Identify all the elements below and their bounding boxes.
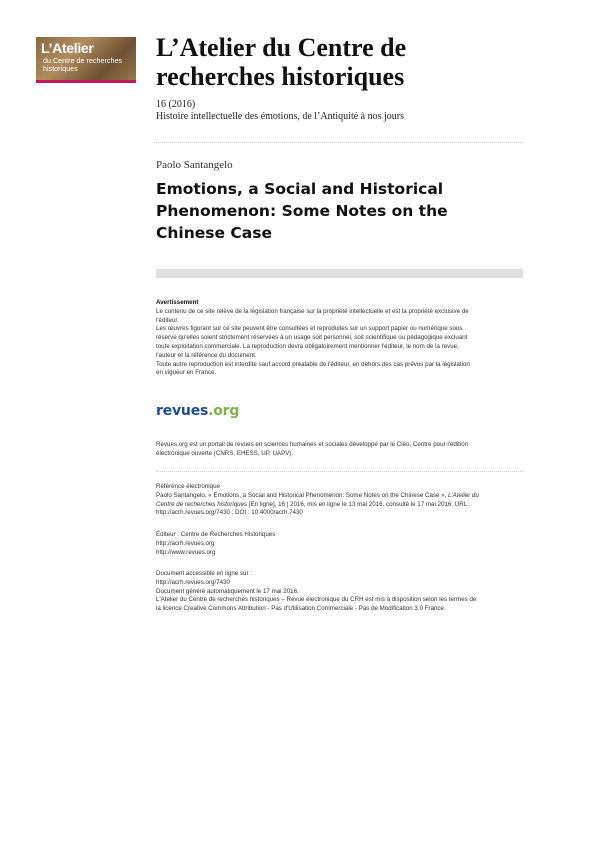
online-heading: Document accessible en ligne sur : [156, 570, 252, 577]
electronic-reference [156, 483, 528, 518]
logo-subtitle [43, 57, 135, 73]
license-line: L'Atelier du Centre de recherches historiques – Revue électronique du CRH est mis à disposition selon les termes de [156, 596, 477, 604]
publisher-info [156, 531, 526, 557]
reference-journal-italic: L'Atelier du [448, 491, 479, 499]
warning-line: Les œuvres figurant sur ce site peuvent être consultées et reproduites sur un support papier ou numérique sous [156, 325, 463, 333]
license-line: la licence Creative Commons Attribution - Pas d'Utilisation Commerciale - Pas de Modification 3.0 France. [156, 605, 446, 613]
publisher-link[interactable]: http://www.revues.org [156, 548, 216, 556]
logo-title: L’Atelier [41, 40, 94, 56]
generated-date: Document généré automatiquement le 17 mai 2016. [156, 587, 299, 595]
logo-subtitle-line: historiques [43, 64, 78, 73]
warning-line: Le contenu de ce site relève de la législation française sur la propriété intellectuelle et est la propriété exclusive de [156, 307, 469, 315]
reference-journal-italic: Centre de recherches historiques [156, 500, 248, 508]
article-title-line: Emotions, a Social and Historical [156, 180, 444, 198]
divider [156, 142, 523, 143]
article-title-line: Phenomenon: Some Notes on the [156, 202, 448, 220]
legal-warning [156, 299, 524, 378]
warning-line: Toute autre reproduction est interdite sauf accord préalable de l'éditeur, en dehors des cas prévus par la législation [156, 360, 470, 368]
portal-line: électronique ouverte (CNRS, EHESS, UP, UAPV). [156, 449, 294, 457]
issue-title: Histoire intellectuelle des émotions, de l’Antiquité à nos jours [156, 111, 405, 122]
issue-number: 16 (2016) [156, 99, 196, 110]
logo-subtitle-line: du Centre de recherches [43, 56, 123, 65]
journal-title-line: L’Atelier du Centre de [156, 33, 407, 62]
reference-text: Paolo Santangelo, « Emotions, a Social and Historical Phenomenon: Some Notes on the Chinese Case », [156, 491, 449, 499]
portal-line: Revues.org est un portail de revues en sciences humaines et sociales développé par le Cléo, Centre pour l'édition [156, 441, 469, 448]
article-title [156, 178, 516, 244]
journal-title [156, 33, 556, 91]
article-title-line: Chinese Case [156, 224, 272, 242]
journal-title-line: recherches historiques [156, 62, 405, 91]
grey-separator-bar [156, 269, 523, 278]
journal-logo [36, 37, 136, 83]
publisher-name: Éditeur : Centre de Recherches Historiques [156, 531, 276, 538]
publisher-link[interactable]: http://acrh.revues.org [156, 539, 215, 547]
revues-logo-main: revues [156, 403, 209, 419]
warning-line: toute exploitation commerciale. La reproduction devra obligatoirement mentionner l'éditeur, le nom de la revue, [156, 342, 459, 350]
article-author: Paolo Santangelo [156, 159, 233, 171]
warning-line: l'éditeur. [156, 316, 179, 324]
reference-line [156, 501, 528, 510]
document-link[interactable]: http://acrh.revues.org/7430 [156, 578, 230, 586]
warning-line: en vigueur en France. [156, 369, 217, 377]
reference-text: [En ligne], 16 | 2016, mis en ligne le 13 mai 2016, consulté le 17 mai 2016. URL : [247, 500, 471, 508]
revues-logo-ext: .org [208, 403, 240, 419]
reference-heading: Référence électronique [156, 483, 220, 490]
online-access-info [156, 570, 528, 614]
reference-line [156, 492, 528, 501]
revues-org-logo[interactable] [156, 403, 239, 419]
logo-accent-band [36, 80, 136, 83]
portal-description [156, 441, 526, 459]
divider [156, 471, 523, 472]
warning-line: réserve qu'elles soient strictement réservées à un usage soit personnel, soit scientifique ou pédagogique excluant [156, 334, 468, 342]
reference-url-doi[interactable]: http://acrh.revues.org/7430 ; DOI : 10.4000/acrh.7430 [156, 509, 303, 517]
warning-line: l'auteur et la référence du document. [156, 351, 257, 359]
warning-heading: Avertissement [156, 299, 199, 306]
